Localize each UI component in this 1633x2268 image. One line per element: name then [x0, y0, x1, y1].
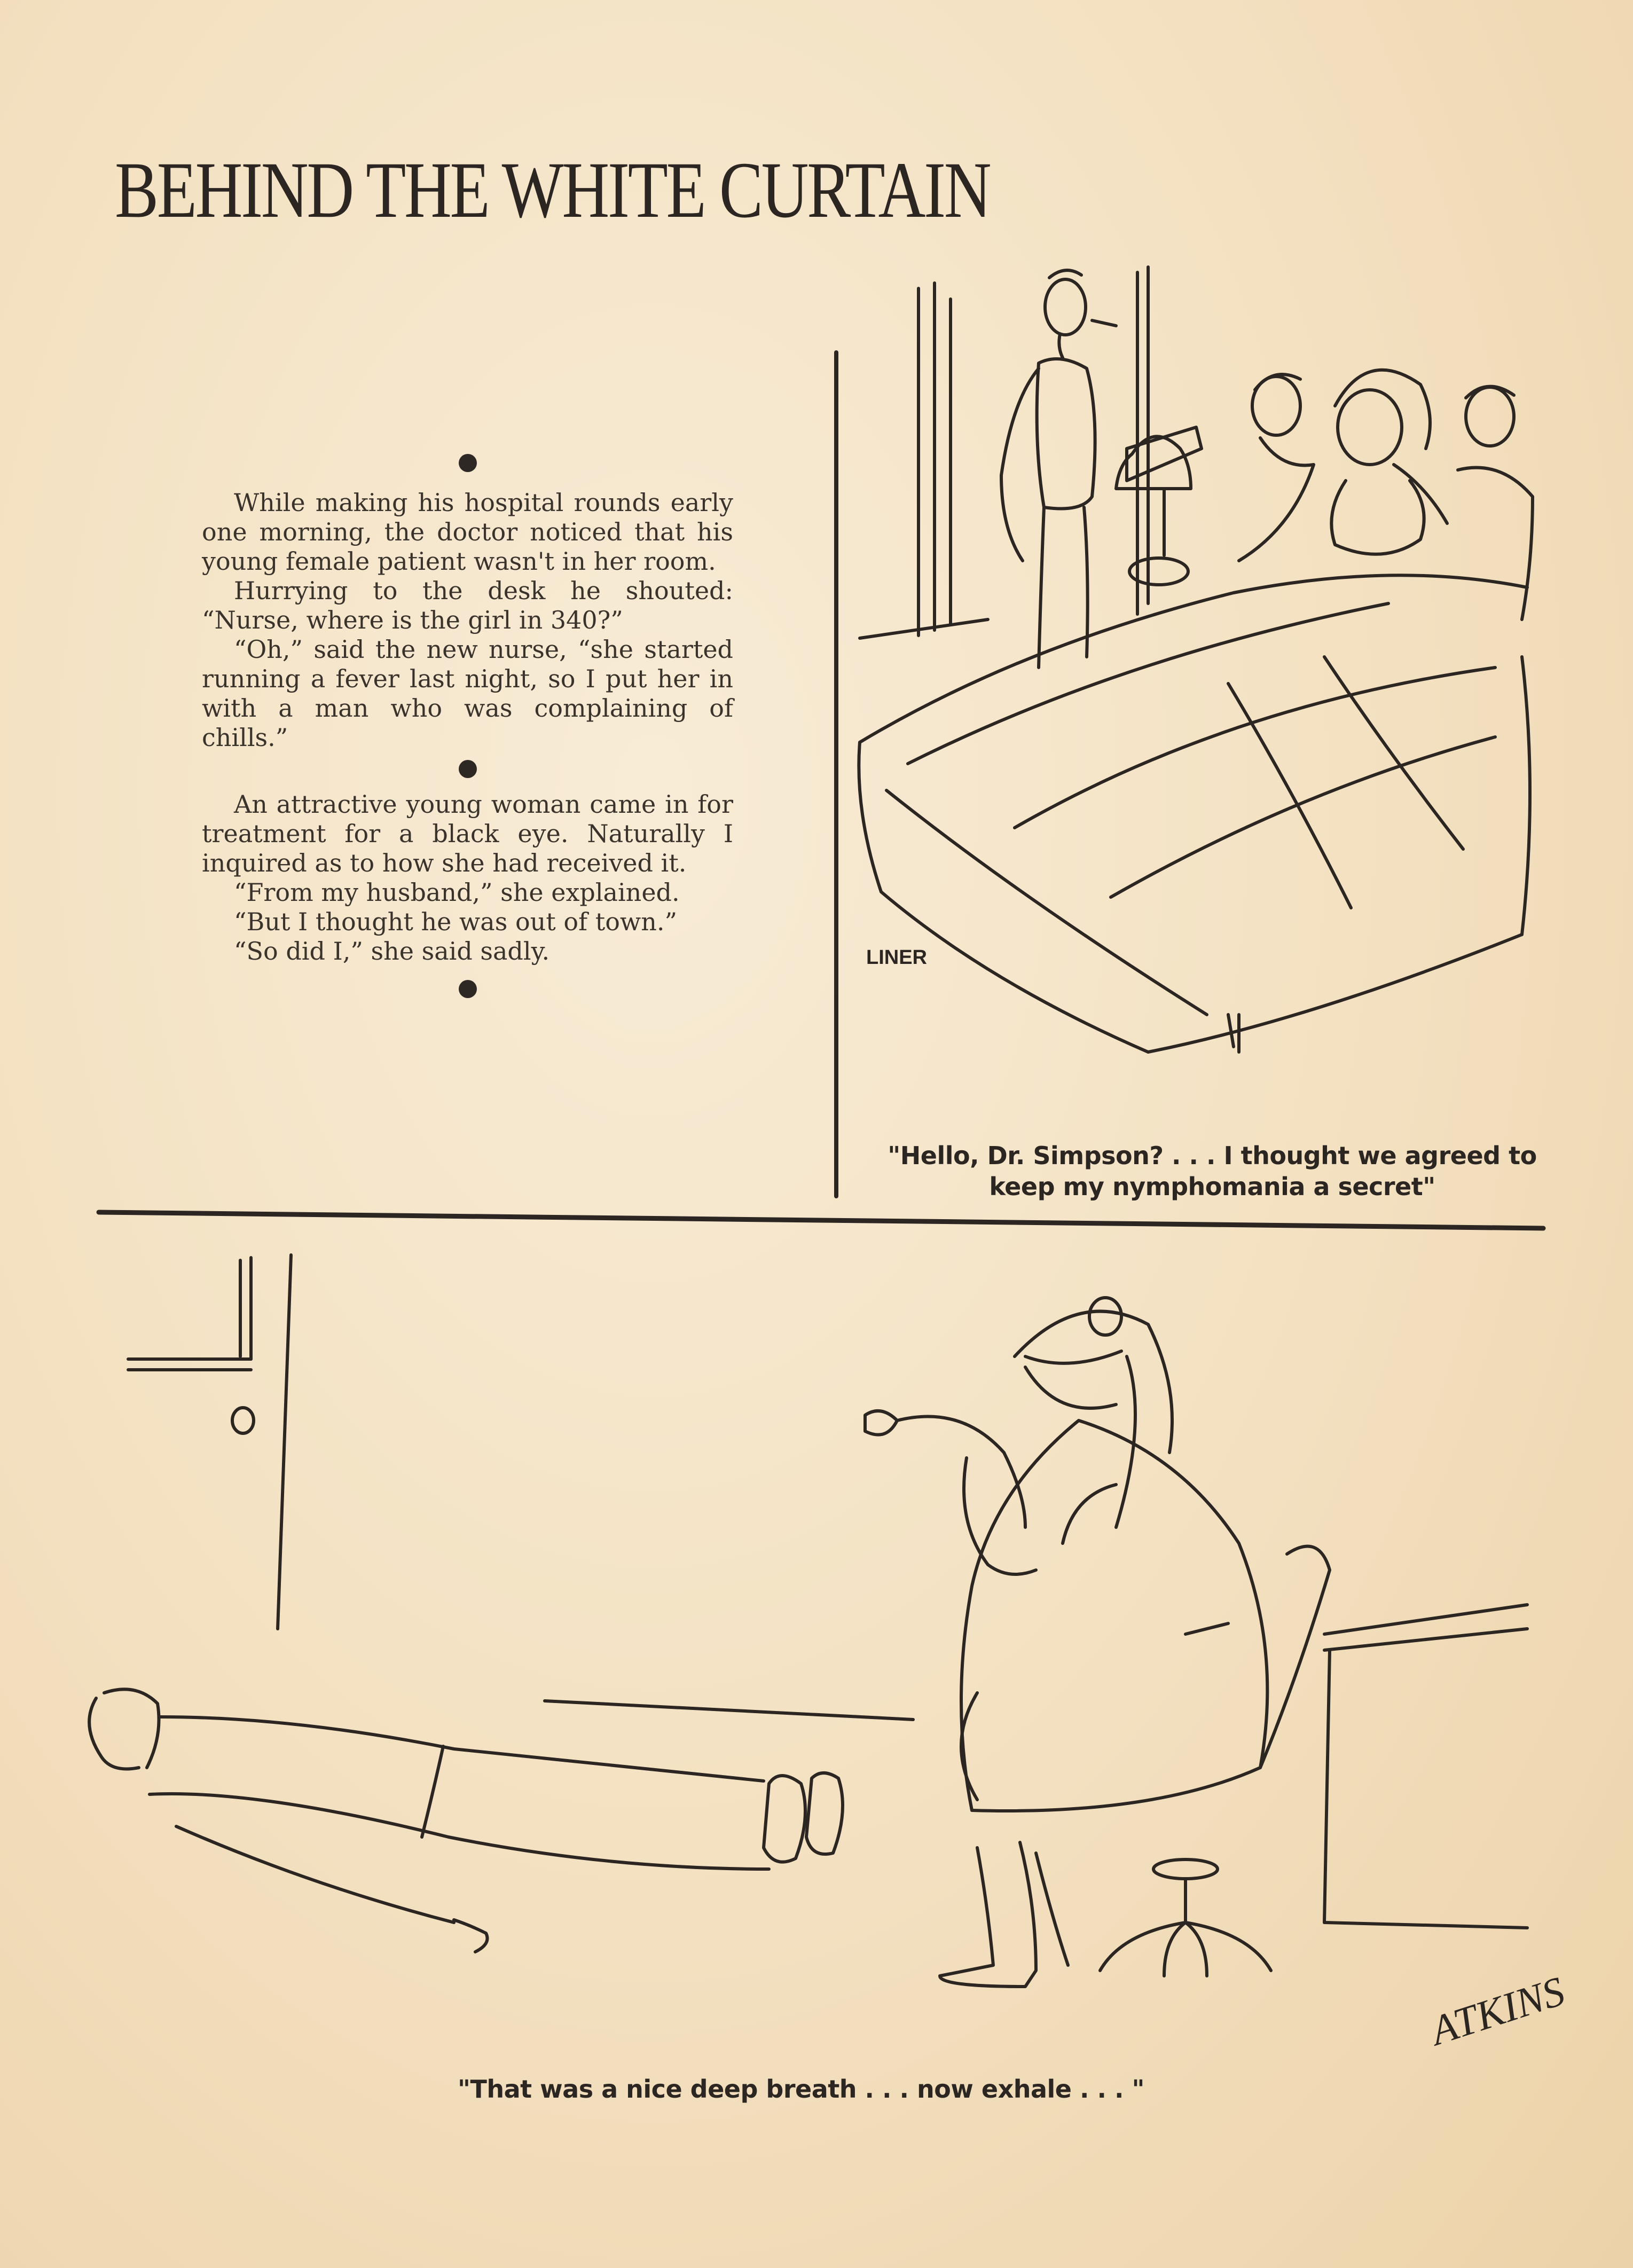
- exam-cartoon-illustration: [89, 1255, 1527, 1987]
- joke-2-paragraph-4: “So did I,” she said sadly.: [234, 937, 550, 966]
- bed-cartoon-caption-line-1: "Hello, Dr. Simpson? . . . I thought we agreed to: [888, 1141, 1537, 1170]
- bed-cartoon-caption: [876, 1140, 1549, 1202]
- exam-cartoon-caption: "That was a nice deep breath . . . now exhale . . . ": [458, 2075, 1144, 2104]
- page-title: BEHIND THE WHITE CURTAIN: [115, 146, 990, 234]
- bed-cartoon-illustration: [859, 267, 1533, 1052]
- joke-1-paragraph-1: While making his hospital rounds early one morning, the doctor noticed that his young female patient wasn't in her room.: [202, 488, 733, 576]
- exam-cartoon-signature: ATKINS: [1425, 1967, 1570, 2054]
- joke-2-paragraph-3: “But I thought he was out of town.”: [234, 907, 678, 936]
- horizontal-divider: [99, 1212, 1543, 1228]
- joke-2-paragraph-2: “From my husband,” she explained.: [234, 878, 680, 907]
- joke-1-paragraph-3: “Oh,” said the new nurse, “she started running a fever last night, so I put her in with a man who was complaining of chills.”: [202, 635, 733, 752]
- joke-1-paragraph-2: Hurrying to the desk he shouted: “Nurse, where is the girl in 340?”: [202, 576, 733, 634]
- bed-cartoon-signature: LINER: [866, 946, 927, 969]
- bed-cartoon-caption-line-2: keep my nymphomania a secret": [989, 1172, 1435, 1201]
- joke-2-paragraph-1: An attractive young woman came in for treatment for a black eye. Naturally I inquired as to how she had received it.: [202, 790, 733, 877]
